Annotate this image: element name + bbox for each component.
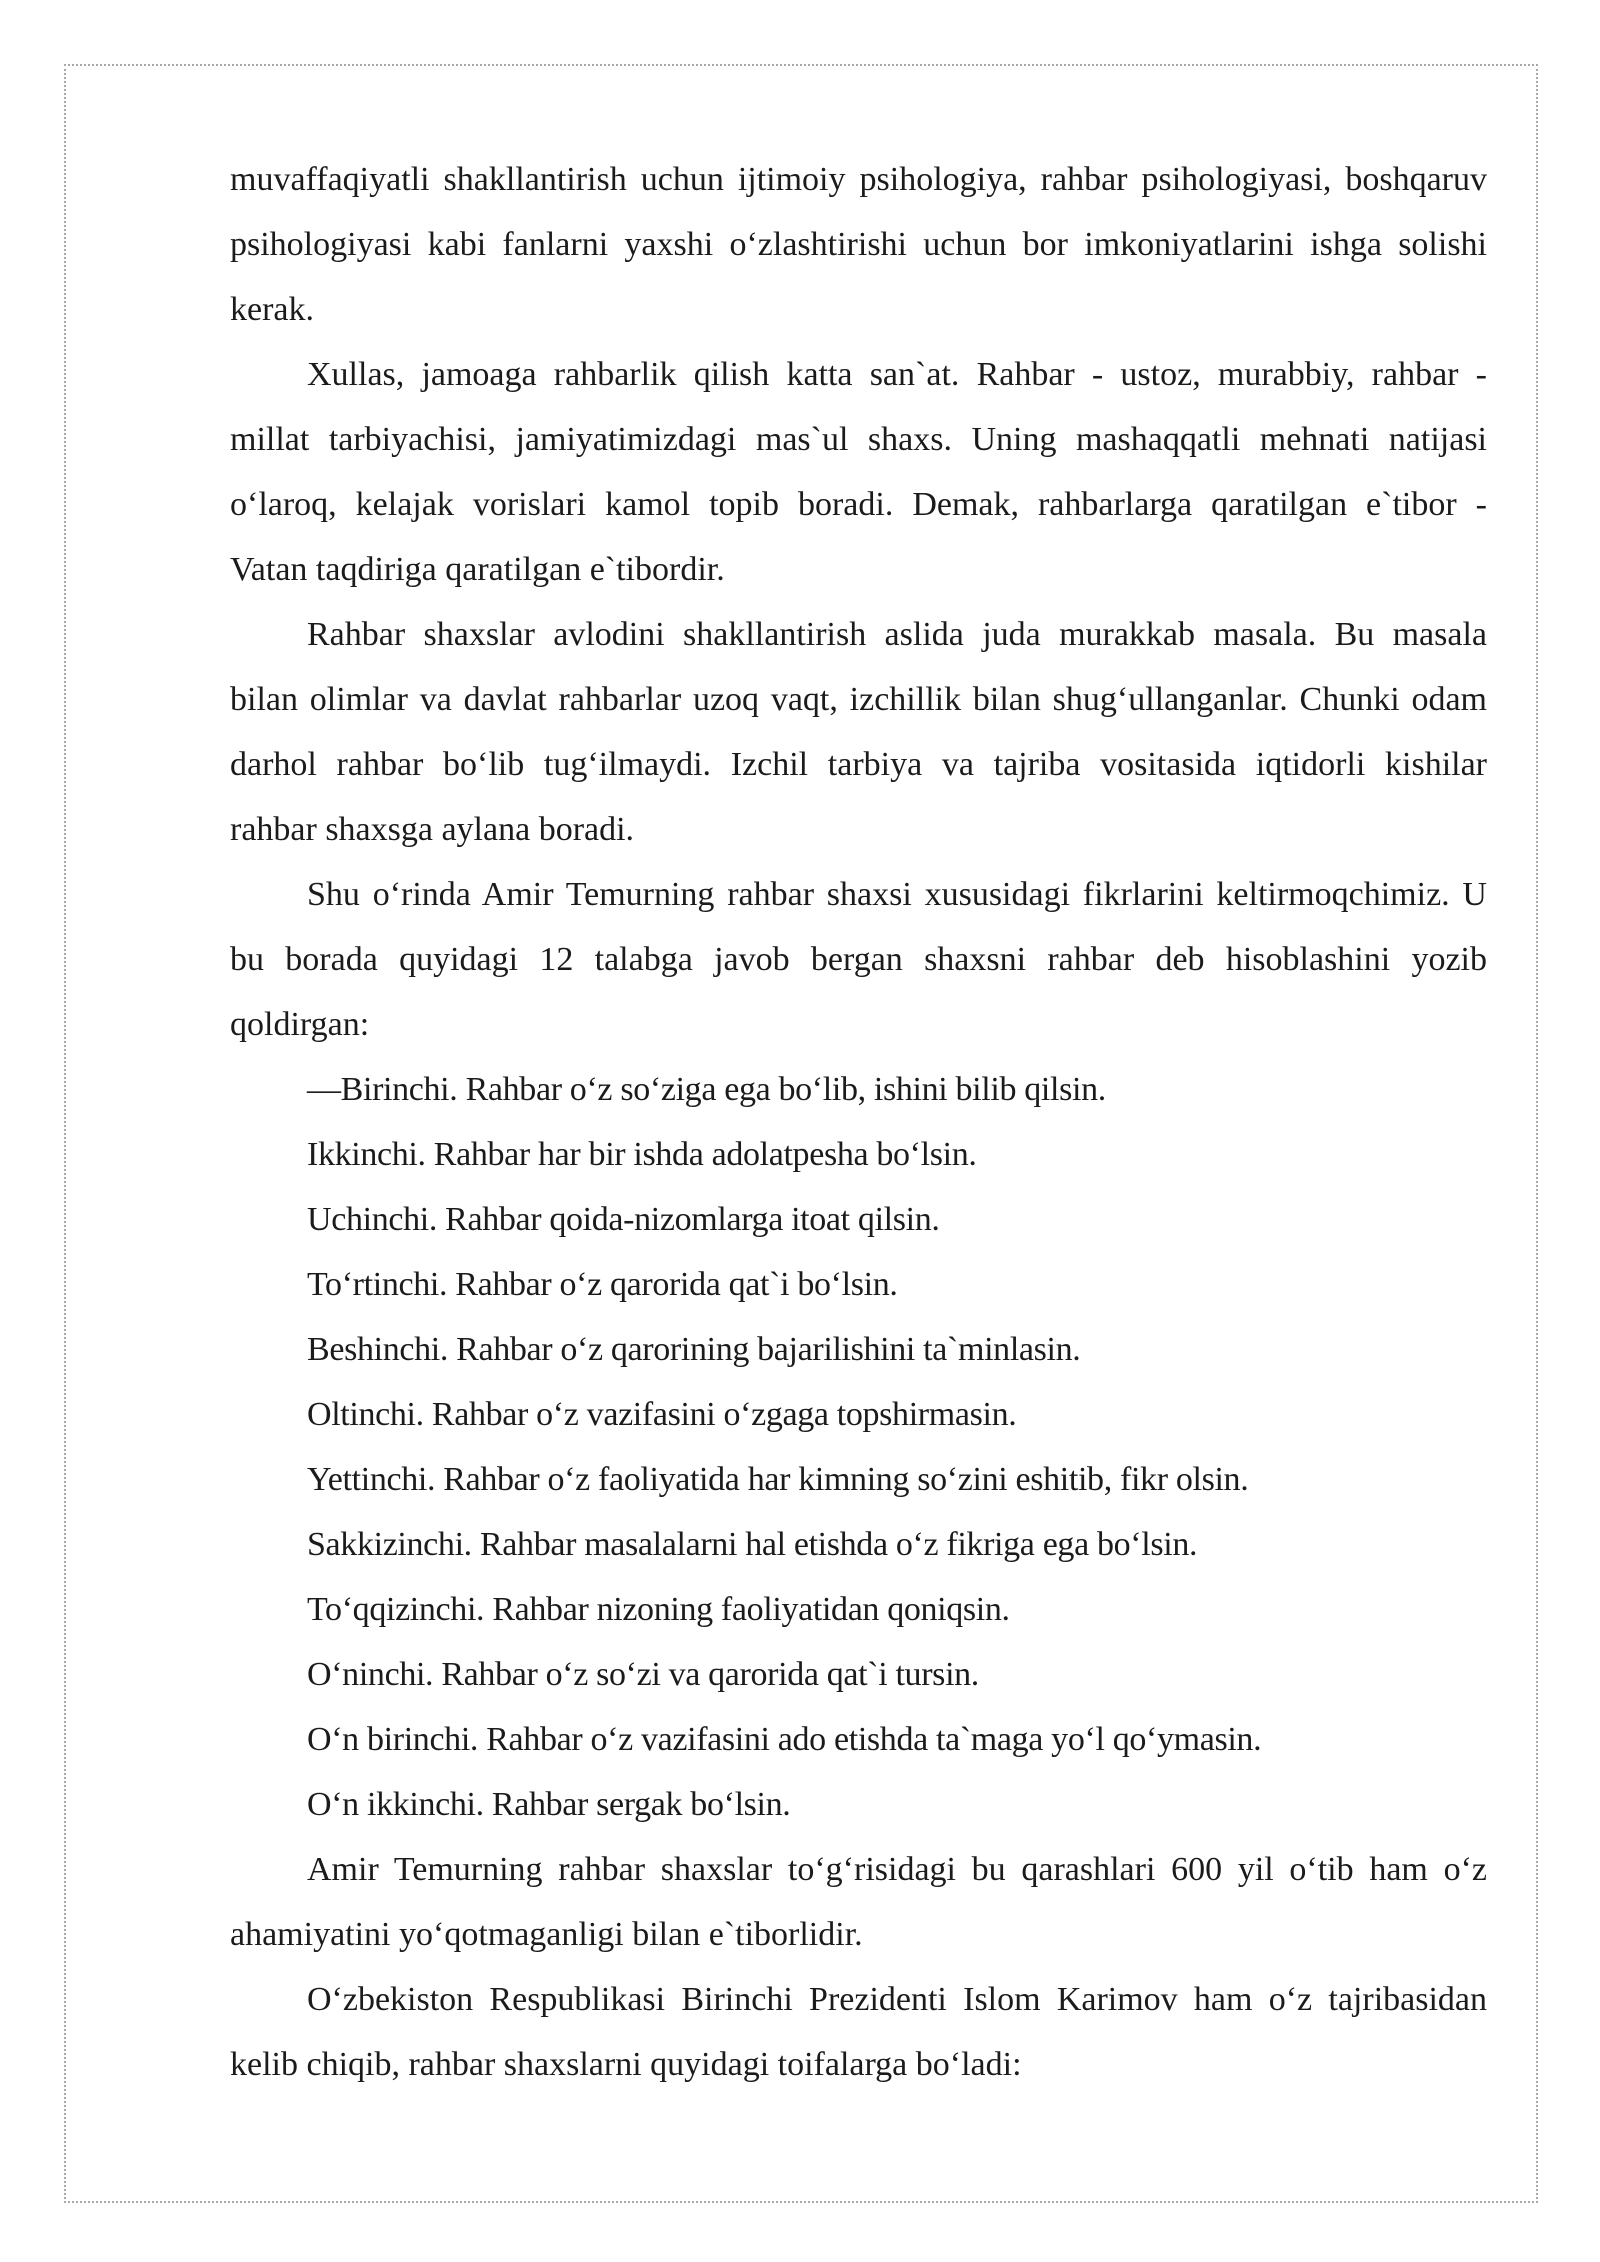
text-line: Xullas, jamoaga rahbarlik qilish katta san`at. Rahbar - ustoz, murabbiy, rahbar - [307,356,1487,393]
paragraph [230,342,1487,602]
text-line: qoldirgan: [230,1006,370,1043]
list-item: O‘n birinchi. Rahbar o‘z vazifasini ado etishda ta`maga yo‘l qo‘ymasin. [307,1721,1262,1758]
list-item: Uchinchi. Rahbar qoida-nizomlarga itoat qilsin. [307,1201,940,1238]
document-body [230,147,1487,2097]
text-line: Amir Temurning rahbar shaxslar to‘g‘risidagi bu qarashlari 600 yil o‘tib ham o‘z [307,1851,1487,1888]
text-line: o‘laroq, kelajak vorislari kamol topib boradi. Demak, rahbarlarga qaratilgan e`tibor - [230,486,1487,523]
list-item: O‘n ikkinchi. Rahbar sergak bo‘lsin. [307,1786,791,1823]
paragraph [230,602,1487,862]
paragraph [230,1967,1487,2097]
text-line: muvaffaqiyatli shakllantirish uchun ijtimoiy psihologiya, rahbar psihologiyasi, boshqaruv [230,161,1487,198]
text-line: kelib chiqib, rahbar shaxslarni quyidagi toifalarga bo‘ladi: [230,2046,1022,2083]
text-line: Vatan taqdiriga qaratilgan e`tibordir. [230,551,725,588]
list-item: To‘rtinchi. Rahbar o‘z qarorida qat`i bo‘lsin. [307,1266,898,1303]
paragraph [230,147,1487,342]
text-line: Rahbar shaxslar avlodini shakllantirish aslida juda murakkab masala. Bu masala [307,616,1487,653]
list-item: To‘qqizinchi. Rahbar nizoning faoliyatidan qoniqsin. [307,1591,1010,1628]
list-item: Ikkinchi. Rahbar har bir ishda adolatpesha bo‘lsin. [307,1136,977,1173]
text-line: O‘zbekiston Respublikasi Birinchi Prezidenti Islom Karimov ham o‘z tajribasidan [307,1981,1487,2018]
list-item: O‘ninchi. Rahbar o‘z so‘zi va qarorida qat`i tursin. [307,1656,979,1693]
paragraph [230,862,1487,1057]
text-line: bu borada quyidagi 12 talabga javob bergan shaxsni rahbar deb hisoblashini yozib [230,941,1487,978]
text-line: darhol rahbar bo‘lib tug‘ilmaydi. Izchil tarbiya va tajriba vositasida iqtidorli kishilar [230,746,1487,783]
text-line: psihologiyasi kabi fanlarni yaxshi o‘zlashtirishi uchun bor imkoniyatlarini ishga solishi [230,226,1487,263]
text-line: rahbar shaxsga aylana boradi. [230,811,635,848]
text-line: bilan olimlar va davlat rahbarlar uzoq vaqt, izchillik bilan shug‘ullanganlar. Chunki odam [230,681,1487,718]
list-item: Oltinchi. Rahbar o‘z vazifasini o‘zgaga topshirmasin. [307,1396,1017,1433]
list-item: Yettinchi. Rahbar o‘z faoliyatida har kimning so‘zini eshitib, fikr olsin. [307,1461,1249,1498]
text-line: kerak. [230,291,315,328]
text-line: Shu o‘rinda Amir Temurning rahbar shaxsi xususidagi fikrlarini keltirmoqchimiz. U [307,876,1487,913]
paragraph [230,1837,1487,1967]
text-line: millat tarbiyachisi, jamiyatimizdagi mas`ul shaxs. Uning mashaqqatli mehnati natijasi [230,421,1487,458]
text-line: ahamiyatini yo‘qotmaganligi bilan e`tiborlidir. [230,1916,863,1953]
list-item: —Birinchi. Rahbar o‘z so‘ziga ega bo‘lib, ishini bilib qilsin. [307,1071,1106,1108]
requirements-list [230,1057,1487,1837]
list-item: Sakkizinchi. Rahbar masalalarni hal etishda o‘z fikriga ega bo‘lsin. [307,1526,1198,1563]
list-item: Beshinchi. Rahbar o‘z qarorining bajarilishini ta`minlasin. [307,1331,1081,1368]
